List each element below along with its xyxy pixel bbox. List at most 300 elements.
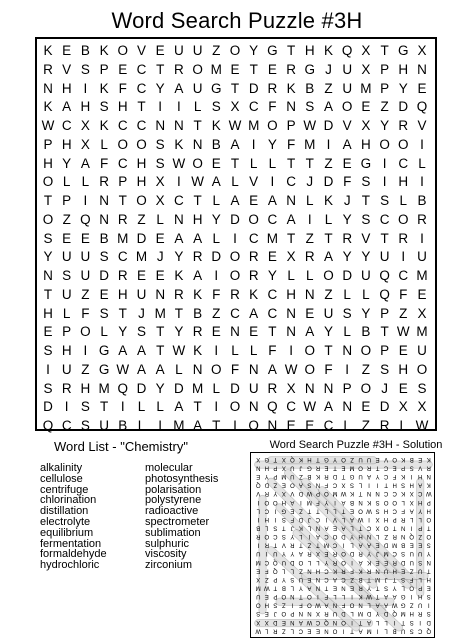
grid-cell: L	[362, 286, 370, 302]
solution-cell: T	[299, 593, 303, 600]
solution-cell: S	[418, 558, 423, 565]
grid-cell: Y	[249, 43, 259, 58]
grid-cell: U	[80, 249, 91, 265]
solution-cell: O	[426, 515, 432, 522]
solution-cell: K	[358, 567, 363, 574]
grid-cell: G	[211, 80, 222, 96]
grid-cell: A	[193, 268, 203, 283]
grid-cell: E	[62, 230, 72, 246]
solution-cell: R	[358, 584, 363, 591]
grid-cell: D	[136, 380, 147, 396]
grid-cell: A	[286, 211, 296, 227]
solution-cell: A	[324, 601, 329, 608]
solution-cell: M	[383, 550, 389, 557]
solution-cell: R	[400, 515, 406, 522]
solution-cell: A	[290, 498, 295, 505]
solution-cell: K	[367, 558, 372, 565]
solution-cell: R	[392, 558, 397, 565]
grid-cell: I	[233, 418, 237, 433]
solution-cell: U	[383, 567, 389, 574]
grid-cell: E	[43, 324, 53, 340]
grid-cell: M	[360, 80, 372, 96]
grid-cell: L	[249, 155, 258, 171]
grid-cell: A	[323, 249, 333, 265]
grid-cell: I	[307, 211, 312, 227]
grid-cell: U	[192, 80, 203, 96]
solution-cell: I	[291, 601, 294, 608]
grid-cell: O	[192, 155, 203, 171]
grid-cell: E	[249, 193, 259, 208]
solution-cell: O	[409, 584, 415, 591]
grid-cell: Y	[361, 305, 371, 321]
solution-cell: L	[282, 567, 286, 574]
grid-cell: P	[99, 61, 109, 77]
grid-cell: L	[399, 418, 408, 433]
grid-cell: Z	[361, 418, 371, 433]
grid-cell: M	[248, 118, 260, 133]
grid-cell: E	[211, 324, 221, 340]
grid-cell: Y	[361, 249, 371, 265]
grid-cell: Q	[80, 211, 91, 227]
grid-cell: N	[342, 399, 353, 415]
grid-cell: E	[417, 80, 427, 96]
solution-cell: I	[325, 515, 328, 522]
solution-cell: N	[400, 524, 406, 531]
grid-cell: H	[117, 286, 128, 302]
solution-cell: I	[257, 541, 260, 548]
solution-cell: C	[315, 515, 321, 522]
grid-cell: P	[62, 324, 72, 340]
grid-cell: P	[342, 380, 352, 396]
grid-cell: Q	[42, 418, 54, 433]
solution-cell: E	[384, 558, 389, 565]
grid-cell: T	[324, 343, 333, 358]
grid-cell: O	[398, 211, 409, 227]
solution-cell: O	[358, 507, 363, 514]
solution-cell: X	[281, 490, 286, 497]
grid-cell: U	[61, 361, 72, 377]
solution-cell: L	[324, 507, 329, 514]
word-list-item: sulphuric	[145, 537, 190, 550]
grid-cell: I	[214, 399, 219, 415]
solution-cell: H	[392, 567, 397, 574]
word-list-item: viscosity	[145, 548, 187, 561]
solution-cell: S	[384, 584, 389, 591]
grid-cell: S	[80, 399, 90, 415]
grid-cell: O	[229, 268, 241, 283]
solution-cell: A	[298, 550, 303, 557]
solution-cell: B	[392, 627, 397, 634]
solution-cell: L	[418, 575, 422, 582]
grid-cell: L	[306, 193, 314, 208]
grid-cell: T	[286, 230, 296, 246]
solution-cell: X	[409, 490, 414, 497]
grid-cell: Y	[380, 118, 390, 133]
grid-cell: X	[361, 43, 371, 58]
solution-cell: A	[367, 618, 372, 625]
solution-cell: D	[332, 473, 338, 480]
solution-cell: U	[418, 567, 423, 574]
solution-cell: D	[273, 618, 278, 625]
solution-cell: U	[358, 473, 363, 480]
solution-cell: G	[307, 464, 312, 471]
grid-cell: R	[286, 61, 296, 77]
solution-cell: O	[392, 455, 397, 462]
grid-cell: X	[286, 380, 296, 396]
solution-cell: X	[281, 455, 286, 462]
solution-cell: J	[384, 575, 388, 582]
grid-cell: C	[267, 211, 278, 227]
solution-cell: Q	[290, 455, 295, 462]
grid-cell: Z	[361, 361, 371, 377]
solution-cell: U	[418, 601, 423, 608]
solution-cell: N	[375, 567, 380, 574]
grid-cell: S	[342, 305, 352, 321]
solution-cell: D	[298, 490, 304, 497]
solution-cell: T	[367, 575, 371, 582]
solution-cell: Y	[324, 498, 329, 505]
grid-cell: K	[193, 343, 203, 358]
solution-cell: K	[315, 473, 320, 480]
solution-cell: D	[341, 610, 346, 617]
solution-cell: A	[341, 524, 346, 531]
grid-cell: Z	[81, 286, 90, 302]
grid-cell: Q	[379, 286, 390, 302]
grid-cell: Y	[43, 249, 53, 265]
word-list-item: distillation	[40, 505, 89, 518]
solution-cell: A	[375, 601, 380, 608]
grid-cell: B	[99, 230, 109, 246]
grid-cell: X	[80, 136, 90, 152]
grid-cell: Y	[211, 211, 221, 227]
grid-cell: H	[398, 361, 409, 377]
grid-cell: I	[382, 155, 387, 171]
solution-cell: L	[290, 567, 295, 574]
solution-cell: Z	[281, 627, 286, 634]
solution-cell: N	[426, 473, 431, 480]
grid-cell: L	[62, 174, 71, 190]
grid-cell: P	[286, 118, 296, 133]
solution-cell: L	[290, 584, 295, 591]
word-list-item: polarisation	[145, 483, 202, 496]
grid-cell: I	[214, 343, 219, 358]
grid-cell: M	[191, 380, 204, 396]
solution-cell: M	[255, 584, 261, 591]
solution-cell: A	[409, 507, 414, 514]
solution-cell: C	[298, 627, 304, 634]
solution-cell: C	[392, 507, 397, 514]
grid-cell: U	[342, 80, 353, 96]
solution-cell: U	[290, 473, 295, 480]
grid-cell: D	[136, 230, 147, 246]
solution-cell: O	[307, 601, 312, 608]
grid-cell: F	[399, 286, 408, 302]
grid-cell: B	[305, 80, 315, 96]
solution-cell: S	[426, 593, 431, 600]
grid-cell: U	[80, 268, 91, 283]
solution-cell: H	[264, 464, 269, 471]
grid-cell: T	[286, 155, 296, 171]
grid-cell: A	[174, 399, 184, 415]
grid-cell: T	[193, 399, 202, 415]
solution-cell: S	[426, 610, 431, 617]
grid-cell: W	[396, 324, 410, 340]
solution-cell: S	[273, 601, 278, 608]
solution-cell: I	[351, 558, 353, 565]
solution-cell: M	[349, 464, 355, 471]
grid-cell: O	[229, 249, 241, 265]
solution-cell: I	[274, 515, 277, 522]
grid-cell: L	[212, 380, 221, 396]
grid-cell: D	[211, 249, 222, 265]
solution-cell: L	[375, 533, 380, 540]
grid-cell: R	[43, 61, 53, 77]
solution-cell: N	[307, 567, 312, 574]
solution-cell: E	[392, 464, 397, 471]
solution-cell: E	[426, 584, 431, 591]
grid-cell: L	[100, 324, 108, 340]
word-list-item: equilibrium	[40, 526, 94, 539]
grid-cell: Y	[267, 136, 277, 152]
grid-cell: J	[325, 61, 332, 77]
solution-cell: L	[401, 498, 405, 505]
solution-cell: O	[392, 498, 397, 505]
grid-cell: O	[42, 174, 54, 190]
solution-cell: L	[384, 618, 388, 625]
solution-cell: O	[307, 593, 312, 600]
solution-cell: L	[341, 593, 346, 600]
grid-cell: F	[286, 136, 296, 152]
solution-cell: V	[384, 455, 389, 462]
grid-cell: H	[286, 286, 296, 302]
grid-cell: E	[230, 61, 240, 77]
solution-cell: N	[358, 601, 363, 608]
solution-cell: E	[281, 481, 286, 488]
grid-cell: W	[228, 118, 242, 133]
solution-cell: H	[418, 498, 423, 505]
grid-cell: O	[248, 211, 259, 227]
solution-cell: I	[410, 524, 413, 531]
solution-cell: I	[300, 498, 302, 505]
grid-cell: H	[80, 99, 91, 115]
grid-cell: K	[43, 43, 53, 58]
grid-cell: Z	[212, 305, 221, 321]
solution-cell: T	[358, 524, 363, 531]
grid-cell: T	[156, 61, 165, 77]
solution-cell: G	[324, 455, 329, 462]
grid-cell: N	[99, 193, 109, 208]
solution-cell: X	[409, 498, 414, 505]
solution-cell: W	[425, 490, 432, 497]
solution-cell: H	[418, 593, 423, 600]
solution-cell: X	[256, 618, 261, 625]
solution-cell: C	[392, 550, 397, 557]
grid-cell: I	[382, 174, 387, 190]
grid-cell: T	[268, 324, 277, 340]
solution-cell: U	[256, 550, 261, 557]
grid-cell: O	[398, 136, 409, 152]
solution-cell: T	[316, 455, 320, 462]
grid-cell: V	[249, 174, 259, 190]
solution-cell: A	[392, 593, 397, 600]
solution-cell: W	[366, 593, 372, 600]
grid-cell: R	[267, 80, 278, 96]
solution-cell: K	[367, 498, 372, 505]
grid-cell: L	[231, 343, 239, 358]
grid-cell: S	[99, 305, 109, 321]
solution-cell: N	[375, 490, 380, 497]
grid-cell: Q	[341, 43, 353, 58]
solution-cell: R	[264, 541, 269, 548]
solution-cell: O	[281, 610, 287, 617]
grid-cell: H	[117, 99, 128, 115]
solution-cell: Y	[264, 473, 269, 480]
grid-cell: L	[324, 211, 333, 227]
grid-cell: P	[380, 343, 390, 358]
grid-cell: R	[61, 380, 72, 396]
grid-cell: O	[267, 118, 278, 133]
solution-cell: N	[366, 490, 372, 497]
solution-cell: A	[367, 473, 372, 480]
grid-cell: O	[323, 268, 334, 283]
grid-cell: U	[99, 418, 109, 433]
grid-cell: S	[80, 61, 90, 77]
solution-cell: F	[299, 601, 303, 608]
solution-cell: R	[332, 550, 338, 557]
solution-cell: S	[375, 498, 380, 505]
grid-cell: C	[136, 80, 147, 96]
grid-cell: A	[211, 174, 221, 190]
grid-cell: H	[43, 305, 53, 321]
grid-cell: P	[62, 193, 72, 208]
solution-cell: T	[375, 584, 380, 591]
solution-cell: Y	[281, 575, 286, 582]
grid-cell: N	[155, 286, 166, 302]
grid-cell: I	[120, 399, 125, 415]
solution-cell: A	[298, 618, 303, 625]
solution-cell: T	[401, 618, 406, 625]
grid-cell: L	[343, 418, 351, 433]
solution-cell: I	[410, 593, 413, 600]
grid-cell: I	[420, 174, 424, 190]
word-list-item: photosynthesis	[145, 472, 219, 485]
grid-cell: U	[323, 305, 334, 321]
grid-cell: I	[326, 136, 331, 152]
grid-cell: L	[156, 211, 164, 227]
solution-cell: L	[333, 593, 337, 600]
solution-cell: H	[409, 481, 414, 488]
solution-cell: B	[256, 524, 261, 531]
solution-cell: K	[298, 455, 303, 462]
solution-cell: Y	[350, 533, 355, 540]
solution-cell: M	[375, 575, 381, 582]
grid-cell: Y	[267, 268, 277, 283]
solution-cell: L	[410, 515, 414, 522]
grid-cell: H	[361, 136, 371, 152]
grid-cell: H	[136, 155, 147, 171]
puzzle-grid	[35, 37, 437, 431]
word-list-item: centrifuge	[40, 483, 89, 496]
grid-cell: N	[417, 61, 427, 77]
solution-cell: K	[358, 593, 363, 600]
grid-cell: C	[117, 155, 128, 171]
grid-cell: H	[398, 61, 409, 77]
solution-cell: P	[273, 575, 278, 582]
solution-cell: K	[401, 490, 406, 497]
solution-cell: U	[298, 575, 304, 582]
grid-cell: M	[210, 61, 222, 77]
word-list-item: formaldehyde	[40, 548, 107, 561]
solution-cell: O	[383, 524, 389, 531]
grid-cell: J	[306, 174, 314, 190]
solution-cell: M	[306, 498, 312, 505]
grid-cell: K	[43, 99, 53, 115]
solution-cell: A	[324, 524, 329, 531]
grid-cell: R	[248, 249, 259, 265]
grid-cell: N	[248, 399, 259, 415]
solution-cell: K	[426, 481, 431, 488]
grid-cell: U	[379, 249, 390, 265]
grid-cell: K	[99, 80, 109, 96]
solution-cell: Z	[307, 541, 312, 548]
grid-cell: C	[398, 155, 409, 171]
grid-cell: S	[417, 380, 427, 396]
solution-cell: Y	[367, 550, 372, 557]
grid-cell: T	[156, 343, 165, 358]
solution-cell: Q	[409, 533, 415, 540]
solution-cell: N	[332, 601, 338, 608]
grid-cell: G	[398, 43, 409, 58]
grid-cell: T	[43, 193, 53, 208]
solution-cell: W	[357, 515, 364, 522]
solution-cell: P	[418, 584, 423, 591]
grid-cell: N	[155, 118, 166, 133]
solution-cell: L	[265, 524, 269, 531]
solution-cell: X	[264, 618, 269, 625]
solution-cell: Z	[299, 567, 303, 574]
grid-cell: Y	[342, 249, 352, 265]
grid-cell: Y	[155, 380, 165, 396]
grid-cell: W	[41, 118, 55, 133]
grid-cell: E	[211, 155, 221, 171]
solution-cell: S	[401, 481, 406, 488]
grid-cell: D	[174, 380, 184, 396]
solution-cell: Z	[273, 481, 278, 488]
grid-cell: S	[361, 211, 371, 227]
solution-cell: O	[264, 498, 270, 505]
grid-cell: M	[416, 324, 428, 340]
solution-cell: R	[315, 464, 321, 471]
grid-cell: F	[99, 155, 109, 171]
solution-cell: W	[366, 507, 372, 514]
solution-cell: A	[384, 593, 389, 600]
grid-cell: X	[230, 99, 240, 115]
grid-cell: L	[193, 99, 202, 115]
solution-cell: P	[426, 498, 431, 505]
grid-cell: C	[248, 230, 259, 246]
word-list-item: chlorination	[40, 494, 97, 507]
solution-cell: W	[391, 601, 398, 608]
grid-cell: U	[61, 249, 72, 265]
grid-cell: H	[136, 174, 147, 190]
grid-cell: R	[117, 268, 128, 283]
solution-cell: U	[358, 455, 363, 462]
grid-cell: I	[158, 418, 163, 433]
grid-cell: T	[286, 43, 296, 58]
grid-cell: C	[323, 418, 334, 433]
solution-cell: T	[273, 584, 278, 591]
solution-cell: I	[257, 498, 260, 505]
